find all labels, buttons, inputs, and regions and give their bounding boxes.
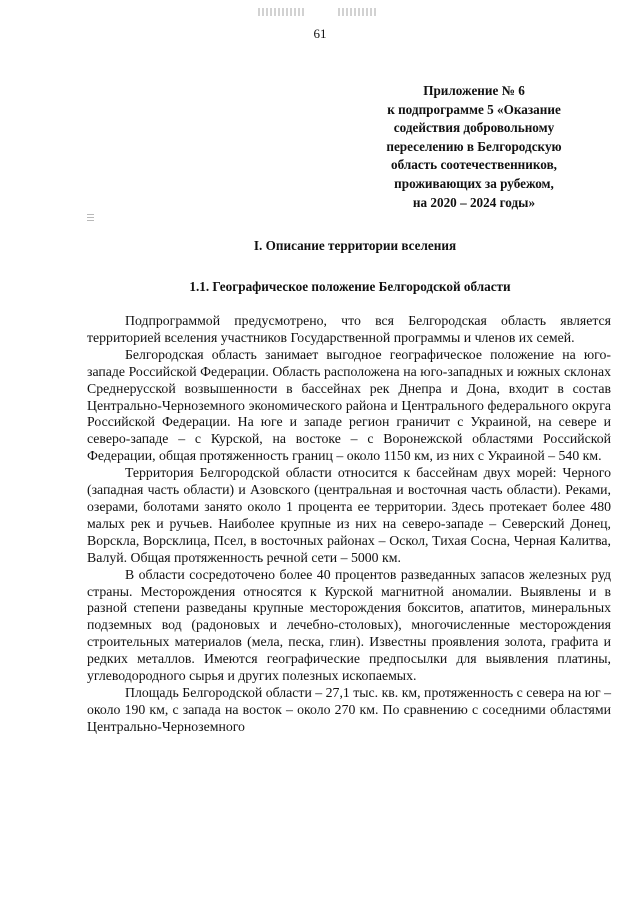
scan-artifact: [258, 8, 304, 16]
appendix-line: Приложение № 6: [423, 83, 525, 98]
appendix-line: на 2020 – 2024 годы»: [412, 194, 536, 210]
paragraph: Белгородская область занимает выгодное географическое положение на юго-западе Российской Федерации. Область расположена на юго-западных и южных склонах Среднерусской возвышенности в бассейнах рек Днепра и Дона, входит в состав Центрально-Черноземного экономического района и Центрального федерального округа Российской Федерации. На юге и западе регион граничит с Украиной, на севере и северо-западе – с Курской, на востоке – с Воронежской областями Российской Федерации, общая протяженность границ – около 1150 км, из них с Украиной – 540 км.: [87, 346, 611, 464]
page-number: 61: [313, 26, 327, 41]
scan-artifact: [338, 8, 376, 16]
appendix-line: к подпрограмме 5 «Оказание: [387, 101, 561, 117]
body-text: [87, 313, 611, 736]
paragraph: В области сосредоточено более 40 процентов разведанных запасов железных руд страны. Месторождения относятся к Курской магнитной аномалии. Выявлены и в разной степени разведаны крупные месторождения бокситов, апатитов, минеральных подземных вод (радоновых и лечебно-столовых), многочисленные месторождения строительных материалов (мела, песка, глин). Известны проявления золота, графита и редких металлов. Имеются географические предпосылки для выявления платины, углеводородного сырья и других полезных ископаемых.: [87, 566, 611, 684]
paragraph: Площадь Белгородской области – 27,1 тыс. кв. км, протяженность с севера на юг – около 190 км, с запада на восток – около 270 км. По сравнению с соседними областями Центрально-Черноземного: [87, 684, 611, 734]
appendix-line: переселению в Белгородскую: [386, 138, 562, 154]
appendix-line: содействия добровольному: [393, 120, 555, 136]
appendix-heading: [360, 82, 588, 212]
paragraph: Территория Белгородской области относится к бассейнам двух морей: Черного (западная часть области) и Азовского (центральная и восточная часть области). Реками, озерами, болотами занято около 1 процента ее территории. Здесь протекает более 480 малых рек и ручьев. Наиболее крупные из них на северо-западе – Северский Донец, Ворскла, Ворсклица, Псел, в восточных районах – Оскол, Тихая Сосна, Черная Калитва, Валуй. Общая протяженность речной сети – 5000 км.: [87, 465, 611, 565]
appendix-line: проживающих за рубежом,: [394, 175, 554, 191]
appendix-line: область соотечественников,: [391, 157, 557, 173]
paragraph: Подпрограммой предусмотрено, что вся Белгородская область является территорией вселения участников Государственной программы и членов их семей.: [87, 313, 611, 345]
section-title: I. Описание территории вселения: [253, 238, 457, 253]
scan-artifact: [87, 212, 94, 221]
subsection-title: 1.1. Географическое положение Белгородской области: [189, 279, 511, 294]
